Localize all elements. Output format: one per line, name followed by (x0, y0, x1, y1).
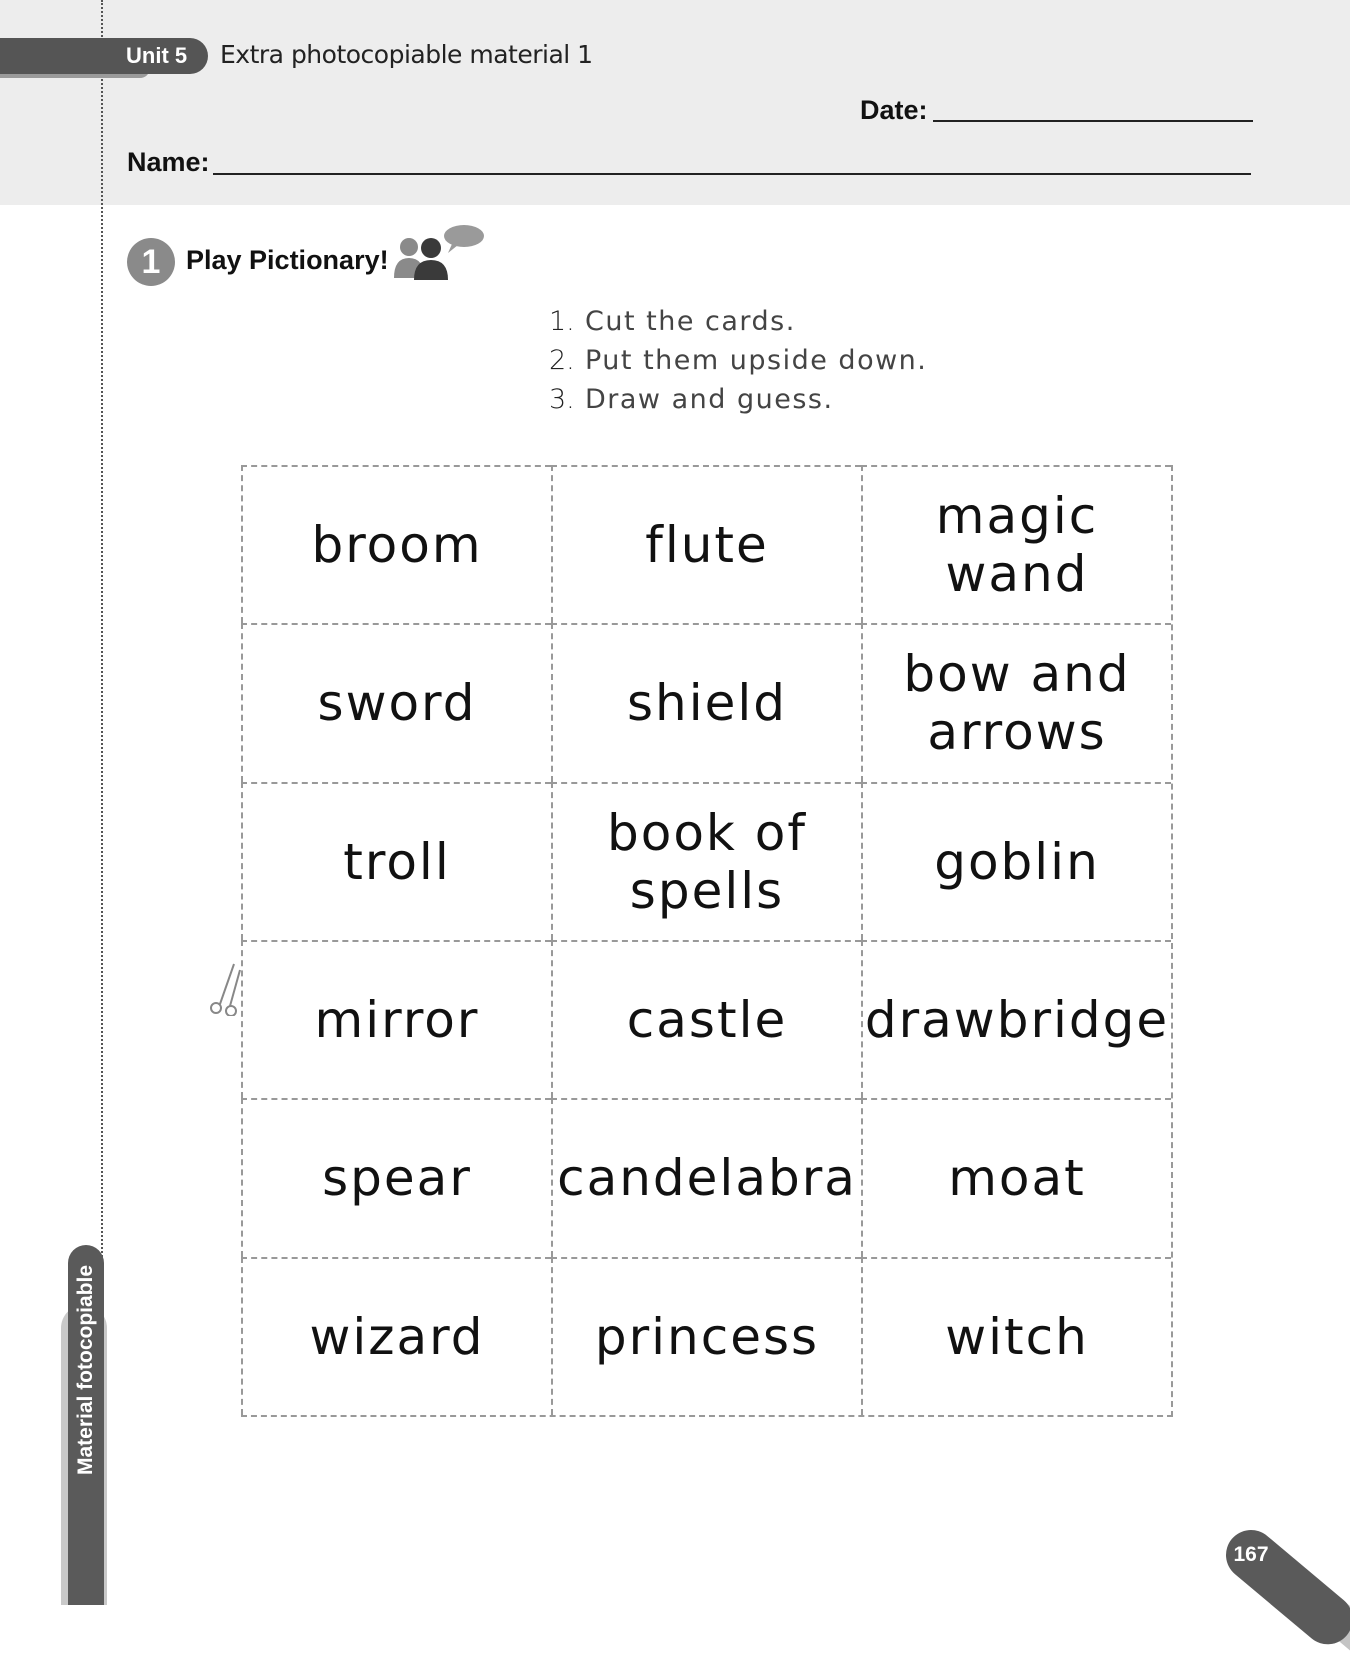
word-card[interactable]: spear (241, 1098, 551, 1256)
word-card[interactable]: bow and arrows (861, 623, 1171, 781)
instruction-item: 3. Draw and guess. (549, 384, 834, 415)
date-label: Date: (860, 95, 928, 125)
word-card[interactable]: book of spells (551, 782, 861, 940)
word-card[interactable]: broom (241, 465, 551, 623)
word-card[interactable]: shield (551, 623, 861, 781)
word-card[interactable]: drawbridge (861, 940, 1171, 1098)
name-label: Name: (127, 147, 210, 177)
page-subtitle: Extra photocopiable material 1 (220, 40, 593, 69)
name-field[interactable] (213, 173, 1251, 175)
word-card[interactable]: goblin (861, 782, 1171, 940)
word-card[interactable]: troll (241, 782, 551, 940)
word-card[interactable]: princess (551, 1257, 861, 1415)
word-card[interactable]: moat (861, 1098, 1171, 1256)
word-card[interactable]: candelabra (551, 1098, 861, 1256)
word-card[interactable]: mirror (241, 940, 551, 1098)
side-tab-label: Material fotocopiable (74, 1264, 97, 1476)
unit-label: Unit 5 (126, 43, 188, 68)
word-card-grid (241, 465, 1173, 1417)
instruction-item: 1. Cut the cards. (549, 306, 796, 337)
exercise-number: 1 (127, 238, 175, 286)
word-card[interactable]: witch (861, 1257, 1171, 1415)
word-card[interactable]: magic wand (861, 465, 1171, 623)
exercise-title: Play Pictionary! (186, 245, 389, 275)
word-card[interactable]: wizard (241, 1257, 551, 1415)
instruction-item: 2. Put them upside down. (549, 345, 928, 376)
date-field[interactable] (933, 120, 1253, 122)
word-card[interactable]: sword (241, 623, 551, 781)
instructions-list (549, 302, 927, 419)
pair-work-speech-icon (394, 222, 486, 282)
scissors-icon (206, 960, 246, 1016)
page-number: 167 (1233, 1543, 1269, 1566)
word-card[interactable]: castle (551, 940, 861, 1098)
word-card[interactable]: flute (551, 465, 861, 623)
